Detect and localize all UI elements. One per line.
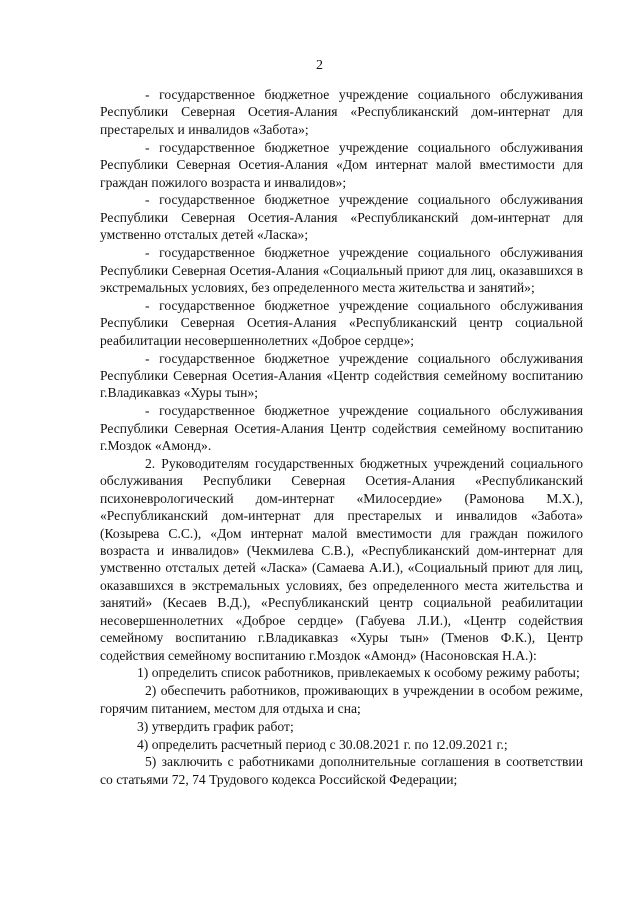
list-item-1: 1) определить список работников, привлекаемых к особому режиму работы; — [137, 665, 580, 681]
institution-item: - государственное бюджетное учреждение социального обслуживания Республики Северная Осетия-Алания «Республиканский дом-интернат для престарелых и инвалидов «Забота»; — [100, 87, 583, 137]
institution-item: - государственное бюджетное учреждение социального обслуживания Республики Северная Осетия-Алания «Центр содействия семейному воспитанию г.Владикавказ «Хуры тын»; — [100, 350, 583, 401]
paragraph-2: 2. Руководителям государственных бюджетных учреждений социального обслуживания Республики Северная Осетия-Алания «Республиканский психоневрологический дом-интернат «Милосердие» (Рамонова М.Х.), «Республиканский дом-интернат для престарелых и инвалидов «Забота» (Козырева С.С.), «Дом интернат малой вместимости для граждан пожилого возраста и инвалидов» (Чекмилева С.В.), «Республиканский дом-интернат для умственно отсталых детей «Ласка» (Самаева А.И.), «Социальный приют для лиц, оказавшихся в экстремальных условиях, без определенного места жительства и занятий» (Кесаев В.Д.), «Республиканский центр социальной реабилитации несовершеннолетних «Доброе сердце» (Габуева Л.И.), «Центр содействия семейному воспитанию г.Владикавказ «Хуры тын» (Тменов Ф.К.), Центр содействия семейному воспитанию г.Моздок «Амонд» (Насоновская Н.А.): — [100, 456, 583, 663]
list-item-4: 4) определить расчетный период с 30.08.2021 г. по 12.09.2021 г.; — [137, 736, 508, 752]
list-item-5: 5) заключить с работниками дополнительные соглашения в соответствии со статьями 72, 74 Трудового кодекса Российской Федерации; — [100, 754, 583, 787]
list-item-2: 2) обеспечить работников, проживающих в учреждении в особом режиме, горячим питанием, местом для отдыха и сна; — [100, 683, 583, 716]
document-body — [100, 86, 583, 789]
institution-item: - государственное бюджетное учреждение социального обслуживания Республики Северная Осетия-Алания Центр содействия семейному воспитанию г.Моздок «Амонд». — [100, 403, 583, 454]
institution-item: - государственное бюджетное учреждение социального обслуживания Республики Северная Осетия-Алания «Республиканский центр социальной реабилитации несовершеннолетних «Доброе сердце»; — [100, 297, 583, 348]
page-number: 2 — [316, 58, 323, 73]
institution-item: - государственное бюджетное учреждение социального обслуживания Республики Северная Осетия-Алания «Дом интернат малой вместимости для граждан пожилого возраста и инвалидов»; — [100, 139, 583, 190]
institution-item: - государственное бюджетное учреждение социального обслуживания Республики Северная Осетия-Алания «Республиканский дом-интернат для умственно отсталых детей «Ласка»; — [100, 192, 583, 243]
list-item-3: 3) утвердить график работ; — [137, 718, 294, 734]
institution-item: - государственное бюджетное учреждение социального обслуживания Республики Северная Осетия-Алания «Социальный приют для лиц, оказавшихся в экстремальных условиях, без определенного места жительства и занятий»; — [100, 245, 583, 295]
